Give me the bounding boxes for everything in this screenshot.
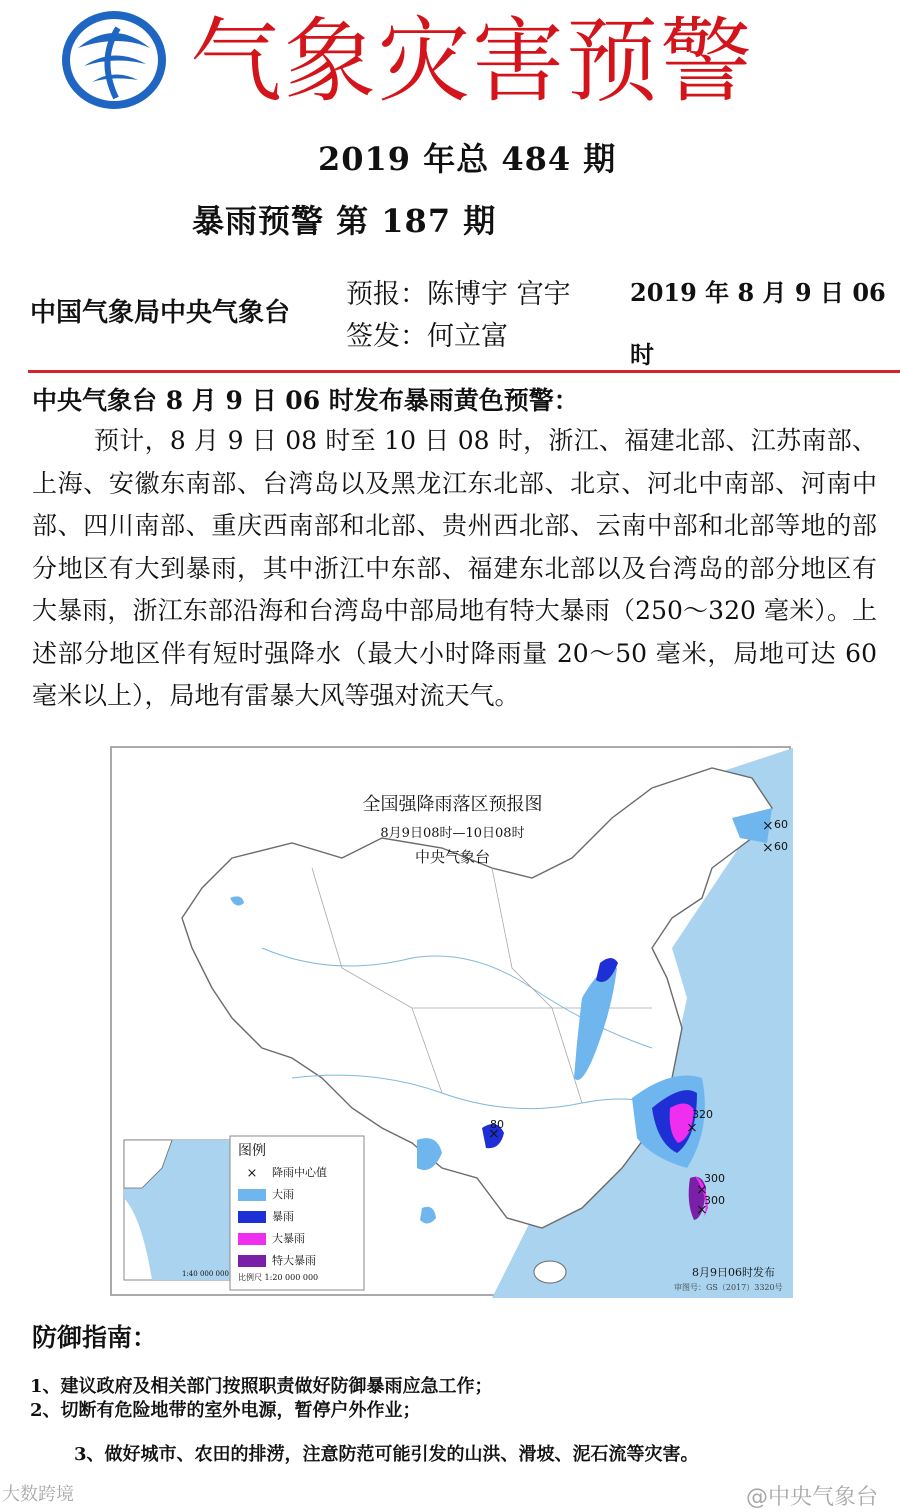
issue-datetime: 2019 年 8 月 9 日 06 时: [630, 278, 886, 369]
rain-value-label: 80: [490, 1118, 504, 1131]
swatch-extreme-rainstorm: [238, 1255, 266, 1267]
rain-center-mark: ×: [488, 1126, 500, 1142]
map-title: 全国强降雨落区预报图: [362, 794, 543, 815]
issue-type: 暴雨预警 第 187 期: [192, 202, 497, 240]
map-legend: [234, 1138, 362, 1288]
watermark-right: @中央气象台: [746, 1485, 879, 1510]
rain-value-label: 300: [704, 1172, 725, 1185]
legend-item-rain-center: × 降雨中心值: [238, 1164, 327, 1180]
guide-title: 防御指南：: [32, 1323, 158, 1352]
guide-item: 2、切断有危险地带的室外电源，暂停户外作业；: [30, 1400, 421, 1421]
watermark-left: 大数跨境: [2, 1484, 74, 1505]
legend-item-extreme-rainstorm: 特大暴雨: [238, 1252, 316, 1268]
cma-logo: [58, 8, 170, 112]
swatch-rainstorm: [238, 1211, 266, 1223]
map-scale: 比例尺 1:20 000 000: [238, 1273, 319, 1282]
rain-area-yunnan-south: [420, 1207, 436, 1224]
rain-value-label: 60: [774, 818, 788, 831]
review-note: 审图号：GS（2017）3320号: [674, 1283, 783, 1292]
page-title: 气象灾害预警: [190, 8, 755, 115]
rain-center-icon: ×: [246, 1165, 258, 1181]
rainfall-forecast-map: [110, 746, 791, 1296]
forecaster-line: 预报：陈博宇 宫宇: [346, 279, 571, 310]
bulletin-body: 预计，8 月 9 日 08 时至 10 日 08 时，浙江、福建北部、江苏南部、上海、安徽东南部、台湾岛以及黑龙江东北部、北京、河北中南部、河南中部、四川南部、重庆西南部和北部、贵州西北部、云南中部和北部等地的部分地区有大到暴雨，其中浙江中东部、福建东北部以及台湾岛的部分地区有大暴雨，浙江东部沿海和台湾岛中部局地有特大暴雨（250～320 毫米）。上述部分地区伴有短时强降水（最大小时降雨量 20～50 毫米，局地可达 60 毫米以上），局地有雷暴大风等强对流天气。: [32, 426, 877, 710]
bulletin-headline: 中央气象台 8 月 9 日 06 时发布暴雨黄色预警：: [32, 386, 579, 415]
rain-value-label: 320: [692, 1108, 713, 1121]
rain-center-mark: ×: [686, 1120, 698, 1136]
rain-value-label: 300: [704, 1194, 725, 1207]
rain-center-mark: ×: [762, 840, 774, 856]
swatch-heavy-rain: [238, 1189, 266, 1201]
legend-item-heavy-rain: 大雨: [238, 1186, 294, 1202]
guide-item: 1、建议政府及相关部门按照职责做好防御暴雨应急工作；: [30, 1376, 493, 1397]
map-issuer: 中央气象台: [414, 848, 490, 866]
rain-center-mark: ×: [696, 1202, 708, 1218]
header-divider: [28, 370, 900, 373]
approver-line: 签发：何立富: [346, 321, 508, 352]
swatch-heavy-rainstorm: [238, 1233, 266, 1245]
issue-total: 2019 年总 484 期: [318, 140, 617, 178]
map-period: 8月9日08时—10日08时: [380, 826, 525, 841]
rain-center-mark: ×: [762, 818, 774, 834]
rain-center-mark: ×: [696, 1182, 708, 1198]
agency-name: 中国气象局中央气象台: [30, 298, 291, 328]
legend-item-heavy-rainstorm: 大暴雨: [238, 1230, 305, 1246]
rain-value-label: 60: [774, 840, 788, 853]
guide-item: 3、做好城市、农田的排涝，注意防范可能引发的山洪、滑坡、泥石流等灾害。: [74, 1444, 699, 1465]
inset-scale: 1:40 000 000: [182, 1270, 229, 1278]
release-note: 8月9日06时发布: [692, 1266, 775, 1279]
legend-title: 图例: [238, 1143, 266, 1159]
forecaster-block: [346, 274, 571, 358]
legend-item-rainstorm: 暴雨: [238, 1208, 294, 1224]
